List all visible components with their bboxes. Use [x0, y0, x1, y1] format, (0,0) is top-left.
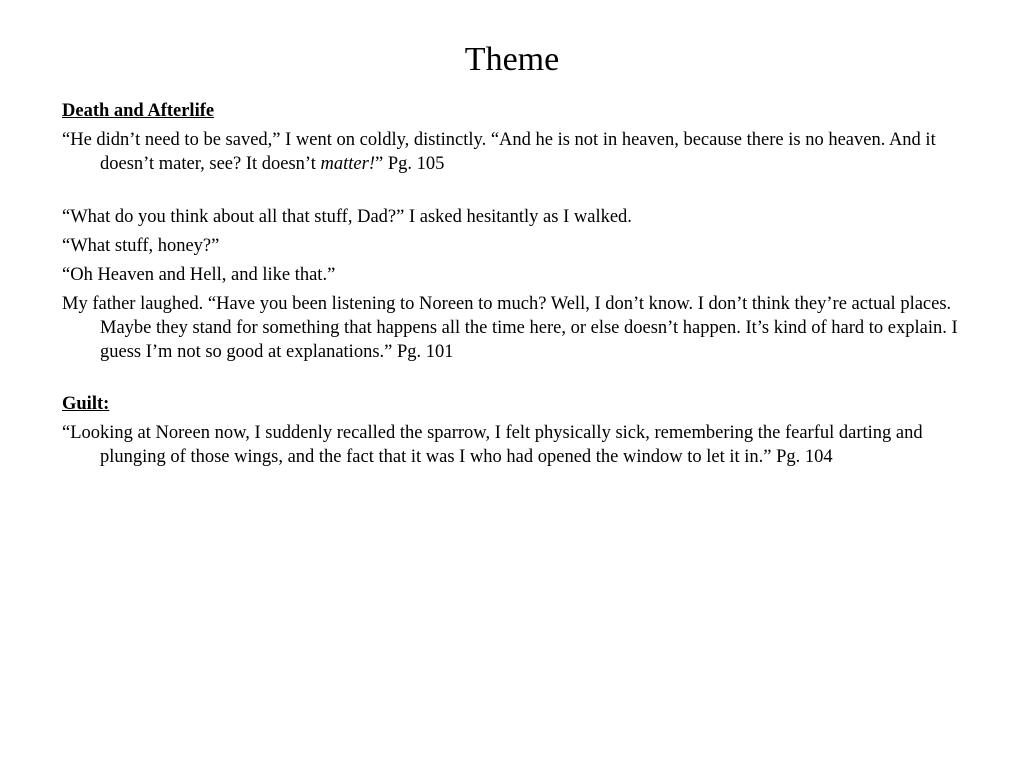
quote-not-in-heaven [62, 128, 972, 176]
quote-sparrow: “Looking at Noreen now, I suddenly recalled the sparrow, I felt physically sick, remembering the fearful darting and plunging of those wings, and the fact that it was I who had opened the window to let it in.” Pg. 104 [62, 423, 923, 467]
section-heading-guilt: Guilt: [62, 394, 110, 414]
quote-not-in-heaven-citation: ” Pg. 105 [374, 154, 445, 174]
dialogue-line-2: “What stuff, honey?” [62, 236, 220, 256]
slide-body [62, 99, 972, 474]
dialogue-line-3: “Oh Heaven and Hell, and like that.” [62, 265, 336, 285]
section-heading-death-afterlife: Death and Afterlife [62, 101, 215, 121]
dialogue-line-4: My father laughed. “Have you been listening to Noreen to much? Well, I don’t know. I don’t think they’re actual places. Maybe they stand for something that happens all the time here, or else doesn’t happen. It’s kind of hard to explain. I guess I’m not so good at explanations.” Pg. 101 [62, 294, 958, 362]
quote-emphasis: matter! [320, 154, 375, 174]
dialogue-line-1: “What do you think about all that stuff, Dad?” I asked hesitantly as I walked. [62, 207, 632, 227]
quote-not-in-heaven-text: “He didn’t need to be saved,” I went on coldly, distinctly. “And he is not in heaven, because there is no heaven. And it doesn’t mater, see? It doesn’t [62, 130, 936, 174]
spacer [62, 369, 972, 392]
slide-title: Theme [464, 41, 560, 78]
spacer [62, 181, 972, 205]
